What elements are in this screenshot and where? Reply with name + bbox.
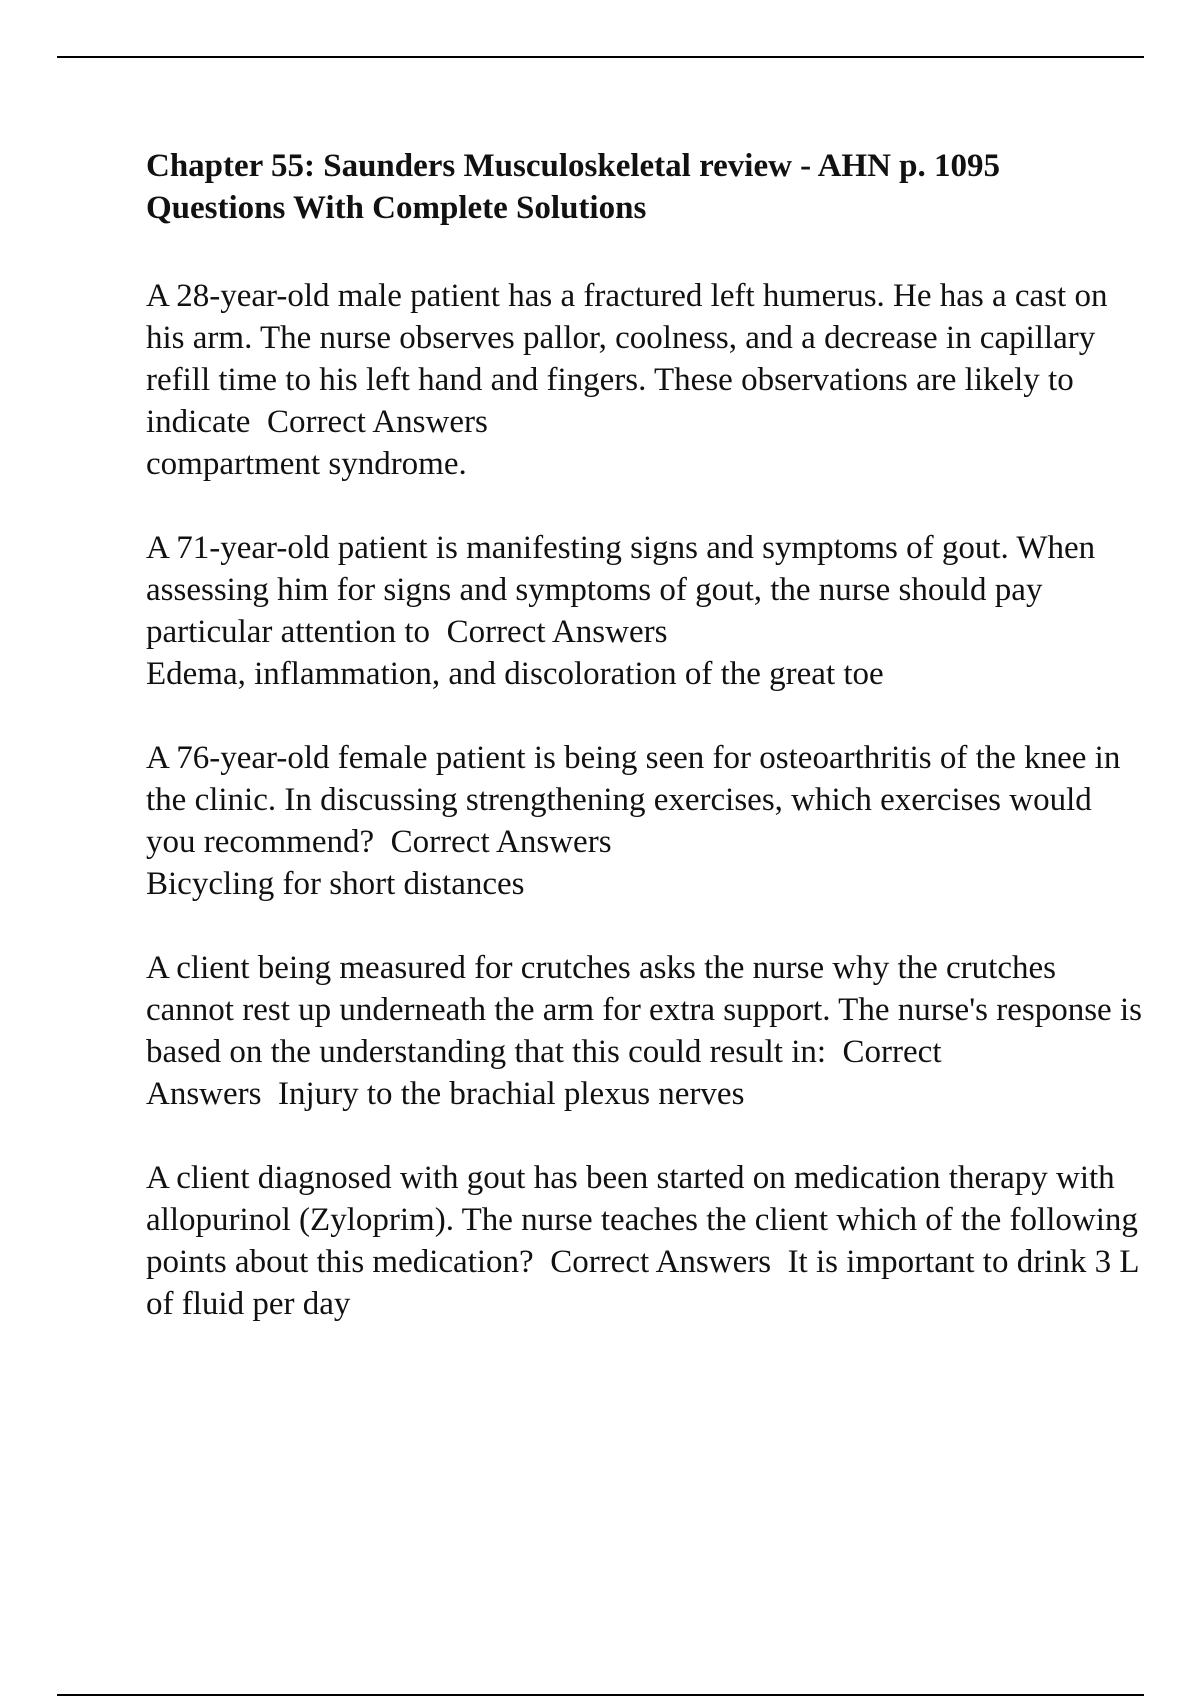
correct-answers-label: Correct Answers	[146, 1034, 948, 1112]
answer-text: compartment syndrome.	[146, 446, 467, 482]
question-text: A 71-year-old patient is manifesting signs and symptoms of gout. When assessing him for signs and symptoms of gout, the nurse should pay particular attention to	[146, 530, 1104, 650]
qa-item-4	[146, 947, 1151, 1115]
question-text: A 28-year-old male patient has a fractured left humerus. He has a cast on his arm. The nurse observes pallor, coolness, and a decrease in capillary refill time to his left hand and fingers. These observations are likely to indicate	[146, 278, 1116, 440]
qa-item-5	[146, 1157, 1146, 1325]
answer-text: Edema, inflammation, and discoloration of the great toe	[146, 656, 884, 692]
document-body	[146, 145, 1151, 1367]
answer-text: It is important to drink 3 L of fluid per day	[146, 1244, 1147, 1322]
correct-answers-label: Correct Answers	[390, 824, 612, 860]
question-text: A 76-year-old female patient is being seen for osteoarthritis of the knee in the clinic. In discussing strengthening exercises, which exercises would you recommend?	[146, 740, 1129, 860]
qa-item-1	[146, 275, 1146, 485]
correct-answers-label: Correct Answers	[266, 404, 488, 440]
answer-text: Injury to the brachial plexus nerves	[277, 1076, 745, 1112]
correct-answers-label: Correct Answers	[550, 1244, 772, 1280]
answer-text: Bicycling for short distances	[146, 866, 525, 902]
document-title: Chapter 55: Saunders Musculoskeletal review - AHN p. 1095 Questions With Complete Solutions	[146, 148, 1001, 226]
qa-item-2	[146, 527, 1146, 695]
top-divider	[57, 56, 1144, 58]
bottom-divider	[57, 1694, 1144, 1696]
question-text: A client diagnosed with gout has been started on medication therapy with allopurinol (Zyloprim). The nurse teaches the client which of the following points about this medication?	[146, 1160, 1147, 1280]
question-text: A client being measured for crutches asks the nurse why the crutches cannot rest up underneath the arm for extra support. The nurse's response is based on the understanding that this could result in:	[146, 950, 1151, 1070]
qa-item-3	[146, 737, 1146, 905]
correct-answers-label: Correct Answers	[446, 614, 668, 650]
